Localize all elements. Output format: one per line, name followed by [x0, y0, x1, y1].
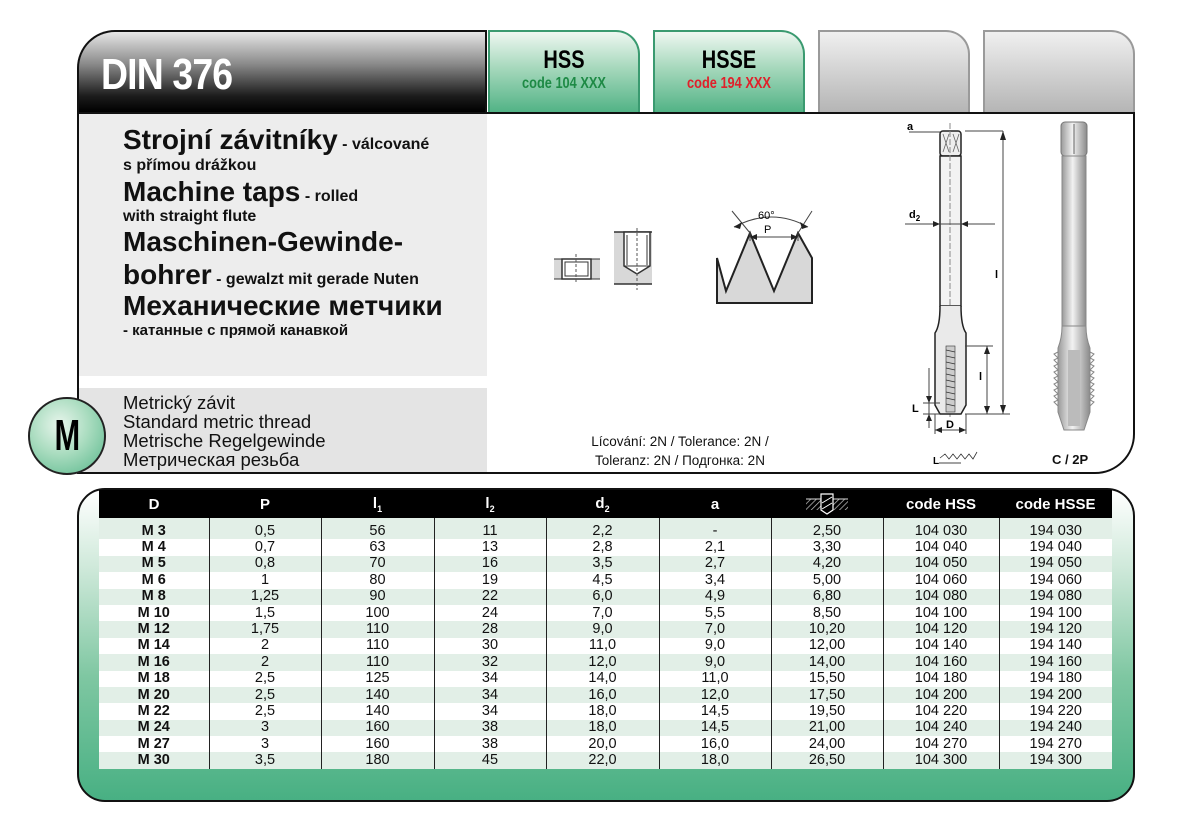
cell-l2: 16: [434, 556, 546, 572]
cell-code-hsse: 194 120: [999, 621, 1112, 637]
cell-l1: 160: [321, 720, 434, 736]
col-header-d2: $d_2$: [546, 490, 659, 518]
cell-d2: 20,0: [546, 736, 659, 752]
cell-drill: 10,20: [771, 621, 883, 637]
cell-l1: 125: [321, 671, 434, 687]
cell-p: 1,5: [209, 605, 321, 621]
cell-d: M 3: [99, 523, 209, 539]
cell-drill: 26,50: [771, 752, 883, 768]
cell-l2: 30: [434, 638, 546, 654]
metric-badge-label: M: [54, 411, 80, 460]
tolerance-line-2: Toleranz: 2N / Подгонка: 2N: [595, 453, 765, 468]
cell-a: 9,0: [659, 654, 771, 670]
cell-a: 14,5: [659, 720, 771, 736]
cell-code-hsse: 194 050: [999, 556, 1112, 572]
cell-l2: 38: [434, 720, 546, 736]
tab-hsse-label: HSSE: [701, 46, 757, 74]
cell-d2: 2,2: [546, 523, 659, 539]
cell-p: 2: [209, 654, 321, 670]
table-row: [99, 654, 1112, 670]
table-row: [99, 752, 1112, 768]
table-row: [99, 523, 1112, 539]
cell-a: 5,5: [659, 605, 771, 621]
cell-d2: 12,0: [546, 654, 659, 670]
table-header-row: [99, 490, 1112, 518]
cell-d: M 5: [99, 556, 209, 572]
hole-types-icon: [552, 228, 652, 290]
table-row: [99, 556, 1112, 572]
cell-d: M 24: [99, 720, 209, 736]
cell-d: M 6: [99, 572, 209, 588]
cell-code-hss: 104 080: [883, 589, 999, 605]
cell-a: 4,9: [659, 589, 771, 605]
col-header-d: D: [99, 490, 209, 518]
cell-p: 1: [209, 572, 321, 588]
cell-code-hss: 104 180: [883, 671, 999, 687]
page-title: DIN 376: [101, 50, 233, 99]
subtitle-ru: - катанные с прямой канавкой: [123, 322, 349, 339]
cell-drill: 14,00: [771, 654, 883, 670]
svg-text:a: a: [907, 121, 914, 133]
cell-a: 9,0: [659, 638, 771, 654]
cell-d: M 20: [99, 687, 209, 703]
tap-form-label: C / 2P: [1052, 452, 1089, 467]
cell-p: 2: [209, 638, 321, 654]
cell-a: 12,0: [659, 687, 771, 703]
cell-l2: 32: [434, 654, 546, 670]
table-row: [99, 638, 1112, 654]
cell-l2: 22: [434, 589, 546, 605]
cell-code-hsse: 194 220: [999, 703, 1112, 719]
table-row: [99, 687, 1112, 703]
tolerance-note: [560, 432, 800, 470]
cell-d: M 16: [99, 654, 209, 670]
cell-drill: 12,00: [771, 638, 883, 654]
thread-type-ru: Метрическая резьба: [123, 449, 300, 470]
cell-l1: 56: [321, 523, 434, 539]
svg-text:60°: 60°: [758, 210, 775, 222]
cell-d2: 18,0: [546, 703, 659, 719]
cell-d2: 22,0: [546, 752, 659, 768]
cell-a: 3,4: [659, 572, 771, 588]
cell-d2: 14,0: [546, 671, 659, 687]
cell-l1: 140: [321, 703, 434, 719]
col-header-l1: $l_1$: [321, 490, 434, 518]
tab-hss-label: HSS: [543, 46, 585, 74]
table-row: [99, 539, 1112, 555]
cell-d: M 27: [99, 736, 209, 752]
cell-d: M 4: [99, 539, 209, 555]
cell-drill: 3,30: [771, 539, 883, 555]
table-row: [99, 703, 1112, 719]
cell-code-hsse: 194 060: [999, 572, 1112, 588]
cell-d2: 11,0: [546, 638, 659, 654]
title-de-1: Maschinen-Gewinde-: [123, 226, 404, 257]
table-row: [99, 736, 1112, 752]
cell-code-hss: 104 220: [883, 703, 999, 719]
cell-code-hsse: 194 240: [999, 720, 1112, 736]
title-en: Machine taps - rolled: [123, 176, 359, 207]
drill-hole-icon: [805, 493, 849, 515]
cell-l1: 70: [321, 556, 434, 572]
svg-text:d2: $d_2$: [909, 209, 921, 223]
cell-l1: 160: [321, 736, 434, 752]
cell-d: M 14: [99, 638, 209, 654]
cell-p: 1,25: [209, 589, 321, 605]
cell-p: 3: [209, 720, 321, 736]
cell-d2: 2,8: [546, 539, 659, 555]
cell-d: M 22: [99, 703, 209, 719]
svg-text:L: L: [933, 456, 940, 467]
cell-code-hsse: 194 270: [999, 736, 1112, 752]
cell-a: 18,0: [659, 752, 771, 768]
title-cz: Strojní závitníky - válcované: [123, 124, 430, 155]
metric-badge: [28, 397, 106, 475]
cell-code-hss: 104 270: [883, 736, 999, 752]
cell-drill: 19,50: [771, 703, 883, 719]
cell-d2: 4,5: [546, 572, 659, 588]
cell-p: 1,75: [209, 621, 321, 637]
svg-text:l: l: [995, 269, 999, 281]
cell-code-hss: 104 300: [883, 752, 999, 768]
cell-d2: 3,5: [546, 556, 659, 572]
title-ru: Механические метчики: [123, 290, 443, 321]
cell-p: 0,7: [209, 539, 321, 555]
cell-code-hsse: 194 100: [999, 605, 1112, 621]
cell-a: -: [659, 523, 771, 539]
cell-drill: 8,50: [771, 605, 883, 621]
cell-l1: 63: [321, 539, 434, 555]
cell-drill: 5,00: [771, 572, 883, 588]
cell-p: 3: [209, 736, 321, 752]
col-header-p: P: [209, 490, 321, 518]
cell-d: M 18: [99, 671, 209, 687]
cell-d2: 16,0: [546, 687, 659, 703]
col-header-code-hsse: code HSSE: [999, 490, 1112, 518]
title-bar: [77, 30, 487, 112]
thread-profile-icon: [712, 203, 814, 307]
cell-l2: 38: [434, 736, 546, 752]
table-row: [99, 720, 1112, 736]
tolerance-line-1: Lícování: 2N / Tolerance: 2N /: [591, 434, 769, 449]
cell-a: 7,0: [659, 621, 771, 637]
cell-l1: 90: [321, 589, 434, 605]
cell-d: M 10: [99, 605, 209, 621]
cell-code-hsse: 194 030: [999, 523, 1112, 539]
col-header-drill: [771, 490, 883, 518]
cell-drill: 4,20: [771, 556, 883, 572]
cell-d2: 7,0: [546, 605, 659, 621]
svg-text:l: l: [979, 371, 983, 383]
col-header-l2: $l_2$: [434, 490, 546, 518]
tap-rendered-image: [1050, 120, 1100, 435]
cell-a: 11,0: [659, 671, 771, 687]
cell-code-hss: 104 040: [883, 539, 999, 555]
tab-hss[interactable]: [488, 30, 640, 112]
svg-text:D: D: [946, 419, 954, 431]
cell-l1: 80: [321, 572, 434, 588]
cell-d: M 12: [99, 621, 209, 637]
cell-code-hss: 104 030: [883, 523, 999, 539]
cell-l1: 110: [321, 654, 434, 670]
cell-l2: 34: [434, 671, 546, 687]
cell-l1: 110: [321, 638, 434, 654]
cell-a: 2,7: [659, 556, 771, 572]
table-row: [99, 605, 1112, 621]
subtitle-en: with straight flute: [123, 208, 257, 225]
thread-type-en: Standard metric thread: [123, 411, 312, 432]
svg-text:L: L: [912, 403, 919, 415]
cell-l2: 11: [434, 523, 546, 539]
cell-code-hsse: 194 040: [999, 539, 1112, 555]
cell-code-hsse: 194 160: [999, 654, 1112, 670]
cell-a: 14,5: [659, 703, 771, 719]
tab-hsse[interactable]: [653, 30, 805, 112]
cell-d: M 30: [99, 752, 209, 768]
cell-l1: 110: [321, 621, 434, 637]
tab-hsse-code: code 194 XXX: [687, 75, 771, 92]
cell-l2: 19: [434, 572, 546, 588]
cell-p: 2,5: [209, 671, 321, 687]
cell-p: 3,5: [209, 752, 321, 768]
cell-p: 0,8: [209, 556, 321, 572]
cell-d2: 18,0: [546, 720, 659, 736]
cell-code-hss: 104 060: [883, 572, 999, 588]
specs-table: [99, 490, 1112, 769]
cell-drill: 21,00: [771, 720, 883, 736]
table-row: [99, 621, 1112, 637]
cell-l2: 34: [434, 687, 546, 703]
cell-p: 0,5: [209, 523, 321, 539]
cell-code-hss: 104 200: [883, 687, 999, 703]
cell-code-hss: 104 120: [883, 621, 999, 637]
cell-drill: 17,50: [771, 687, 883, 703]
cell-code-hsse: 194 140: [999, 638, 1112, 654]
cell-l1: 180: [321, 752, 434, 768]
cell-d: M 8: [99, 589, 209, 605]
cell-drill: 2,50: [771, 523, 883, 539]
cell-p: 2,5: [209, 703, 321, 719]
table-row: [99, 589, 1112, 605]
cell-l2: 24: [434, 605, 546, 621]
cell-d2: 9,0: [546, 621, 659, 637]
thread-type-cz: Metrický závit: [123, 392, 236, 413]
cell-code-hss: 104 050: [883, 556, 999, 572]
cell-l1: 140: [321, 687, 434, 703]
cell-code-hss: 104 240: [883, 720, 999, 736]
cell-code-hsse: 194 080: [999, 589, 1112, 605]
cell-l1: 100: [321, 605, 434, 621]
cell-a: 16,0: [659, 736, 771, 752]
cell-code-hss: 104 160: [883, 654, 999, 670]
svg-text:P: P: [764, 224, 772, 236]
cell-code-hsse: 194 180: [999, 671, 1112, 687]
cell-drill: 24,00: [771, 736, 883, 752]
cell-a: 2,1: [659, 539, 771, 555]
cell-code-hsse: 194 200: [999, 687, 1112, 703]
cell-code-hss: 104 100: [883, 605, 999, 621]
cell-drill: 6,80: [771, 589, 883, 605]
table-row: [99, 671, 1112, 687]
cell-p: 2,5: [209, 687, 321, 703]
col-header-code-hss: code HSS: [883, 490, 999, 518]
cell-code-hss: 104 140: [883, 638, 999, 654]
cell-drill: 15,50: [771, 671, 883, 687]
tab-empty-1: [818, 30, 970, 112]
tab-empty-2: [983, 30, 1135, 112]
cell-l2: 45: [434, 752, 546, 768]
col-header-a: a: [659, 490, 771, 518]
thread-type-de: Metrische Regelgewinde: [123, 430, 326, 451]
cell-code-hsse: 194 300: [999, 752, 1112, 768]
cell-d2: 6,0: [546, 589, 659, 605]
cell-l2: 28: [434, 621, 546, 637]
tap-technical-drawing: [895, 118, 1025, 473]
subtitle-cz: s přímou drážkou: [123, 157, 257, 174]
cell-l2: 13: [434, 539, 546, 555]
title-de-2: bohrer - gewalzt mit gerade Nuten: [123, 259, 419, 290]
table-row: [99, 572, 1112, 588]
tab-hss-code: code 104 XXX: [522, 75, 606, 92]
cell-l2: 34: [434, 703, 546, 719]
